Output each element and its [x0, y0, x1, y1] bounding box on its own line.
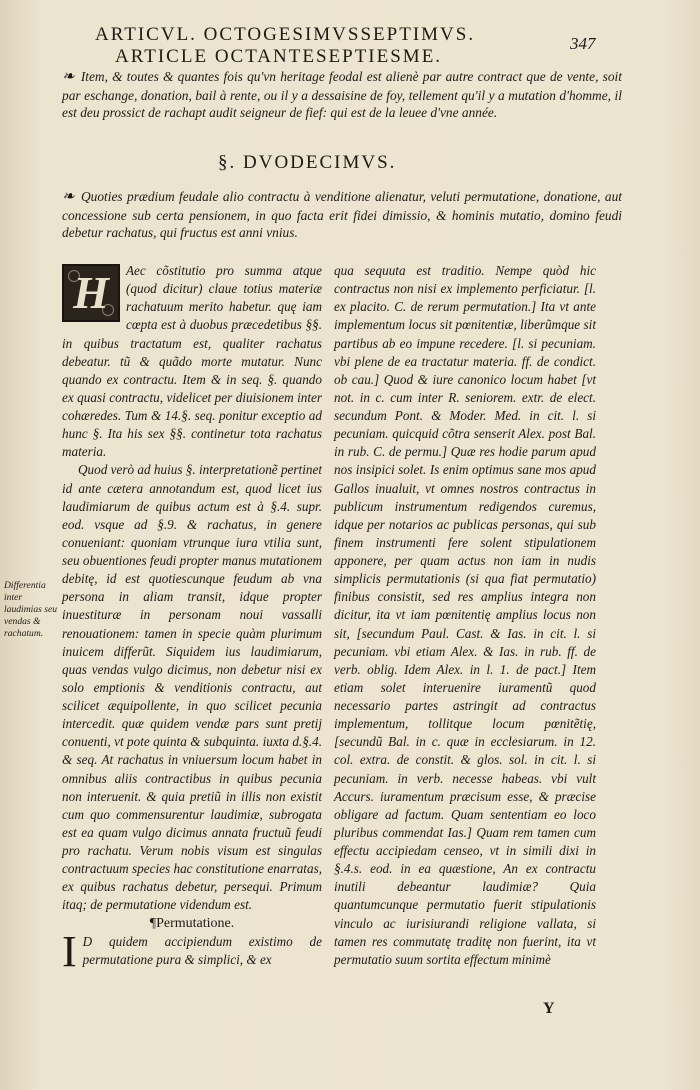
commentary-text: D quidem accipiendum existimo de permutatione pura & simplici, & ex: [82, 933, 322, 967]
catchword: Y: [543, 1000, 555, 1017]
french-running-title: ARTICLE OCTANTESEPTIESME.: [115, 46, 443, 67]
commentary-right-column: [334, 262, 596, 969]
latin-article-text: [62, 188, 622, 242]
section-heading: §. DVODECIMVS.: [218, 152, 397, 173]
dropcap-letter: H: [73, 267, 109, 318]
commentary-paragraph: [62, 926, 322, 976]
commentary-paragraph: [62, 262, 322, 461]
commentary-paragraph: qua sequuta est traditio. Nempe quòd hic contractus non nisi ex implemento perficiatur. [l. ex placito. C. de rerum permutation.] Ita vt ante implementum locus sit pœnitentiæ, liberũmque sit partibus ab eo impune recedere. [l. si pecuniam. vbi plene de ea tractatur materia. ff. de condict. ob cau.] Quod & iure canonico locum habet [vt not. in c. cum inter R. seniorem. extr. de elect. secundum Pont. & Moder. Med. in cit. l. si pecuniam. quicquid cõtra senserit Alex. post Bal. in rub. C. de permu.] Quæ res hodie parum apud nos insipici solet. Is enim optimus sane mos apud Gallos inualuit, vt omnes nostros contractus in publicum instrumentum redigendos curemus, idque per notarios ac publicas personas, qui sub finem instrumenti fere solent stipulationem apponere, per quam actus non iam in nudis simplicis permutationis (si qua fiat permutatio) finibus consistit, sed res amplius integra non dicitur, ita vt iam pœnitentię amplius locus non sit, [secundum Paul. Cast. & Ias. in cit. l. si pecuniam. vbi etiam Alex. & Ias. in rub. ff. de verb. oblig. Idem Alex. in l. 1. de pact.] Item etiam solet interuenire iuramentũ quod necessario partes astringit ad contractus implementum, tollitque locum pœnitẽtię, [secundũ Bal. in c. quæ in ecclesiarum. in 12. col. extra. de constit. & glos. sol. in cit. l. si pecuniam. in verb. necesse habeas. vbi vult Accurs. iuramentum præcisum esse, & præcise obligare ad factum. Quam sententiam eo loco pluribus commendat Ias.] Quam rem tamen cum effectu accipiedam censeo, vt in simili dixi in §.4.s. eod. in ea quæstione, An ex contractu inutili debeantur laudimiæ? Quia quantumcunque permutatio fuerit stipulationis vinculo ac iurisiurandi religione vallata, si tamen res commutatę traditę non fuerint, ita vt permutatio suum sortita effectum minimè: [334, 263, 596, 967]
subheading-permutatione: ¶Permutatione.: [149, 915, 235, 931]
commentary-text: Aec cõstitutio pro summa atque (quod dicitur) claue totius materiæ rachatuum merito habetur. quę iam cœpta est à duobus præcedetibus §§. in quibus tractatum est, qualiter rachatus debeatur. tũ & quãdo morte mutatur. Nunc quando ex contractu. Item & in seq. §. quando ex quasi contractu, videlicet per diuisionem inter cohæredes. Tum & 14.§. seq. ponitur exceptio ad hunc §. Ita his sex §§. continetur tota rachatus materia.: [62, 263, 322, 460]
french-article-text: [62, 68, 622, 122]
ornamental-dropcap: [62, 264, 120, 322]
margin-note: Differentia inter laudimias seu vendas & rachatum.: [4, 580, 58, 639]
latin-running-title: ARTICVL. OCTOGESIMVSSEPTIMVS.: [95, 24, 476, 45]
commentary-left-column: [62, 262, 322, 976]
latin-article-body: Quoties prædium feudale alio contractu à venditione alienatur, veluti permutatione, donatione, aut concessione sub certa pensionem, in quo facta erit fidei dimissio, & hominis mutatio, domino feudi debetur rachatus, qui fructus est anni vnius.: [62, 189, 622, 240]
page-number: 347: [570, 34, 596, 53]
french-article-body: Item, & toutes & quantes fois qu'vn heritage feodal est alienè par autre contract que de vente, soit par eschange, donation, bail à rente, ou il y a dessaisine de foy, tellement qu'il y a mutation d'homme, il est deu prossict de rachapt audit seigneur de fief: qui est de la leuee d'vne année.: [62, 69, 622, 120]
fleuron-icon: ❧: [62, 69, 75, 85]
commentary-paragraph: Quod verò ad huius §. interpretationẽ pertinet id ante cætera annotandum est, quod licet ius laudimiarum de quibus actum est à §.4. supr. eod. vsque ad §.9. & rachatus, in genere conueniant: quoniam vtrunque iura vtilia sunt, seu obuentiones feudi propter manus mutationem debitę, id est quotiescunque feudum ab vna persona in aliam transit, idque propter inuestituræ in personam noui vassalli renouationem: tamen in specie quàm plurimum inuicem differũt. Siquidem ius laudimiarum, quas vendas vulgo dicimus, non debetur nisi ex solo emptionis & venditionis contractu, aut scilicet æquipollente, in quo scilicet pecunia intercedit. quæ quidem vendæ pars sunt pretij conuenti, vt pote quinta & subquinta. iuxta d.§.4. & seq. At rachatus in vniuersum locum habet in omnibus aliis contractibus in quibus pecunia non interuenit. & quia pretiũ in illis non existit cum quo commensurentur laudimiæ, subrogata est ea quam vulgo dicimus annata fructuũ feudi pro rachatu. Verum nobis visum est singulas contractuum species hac constitutione enarratas, ex quibus rachatus debetur, persequi. Primum itaq; de permutatione videndum est.: [62, 462, 322, 913]
fleuron-icon: ❧: [62, 189, 75, 205]
initial-letter: I: [62, 926, 77, 976]
